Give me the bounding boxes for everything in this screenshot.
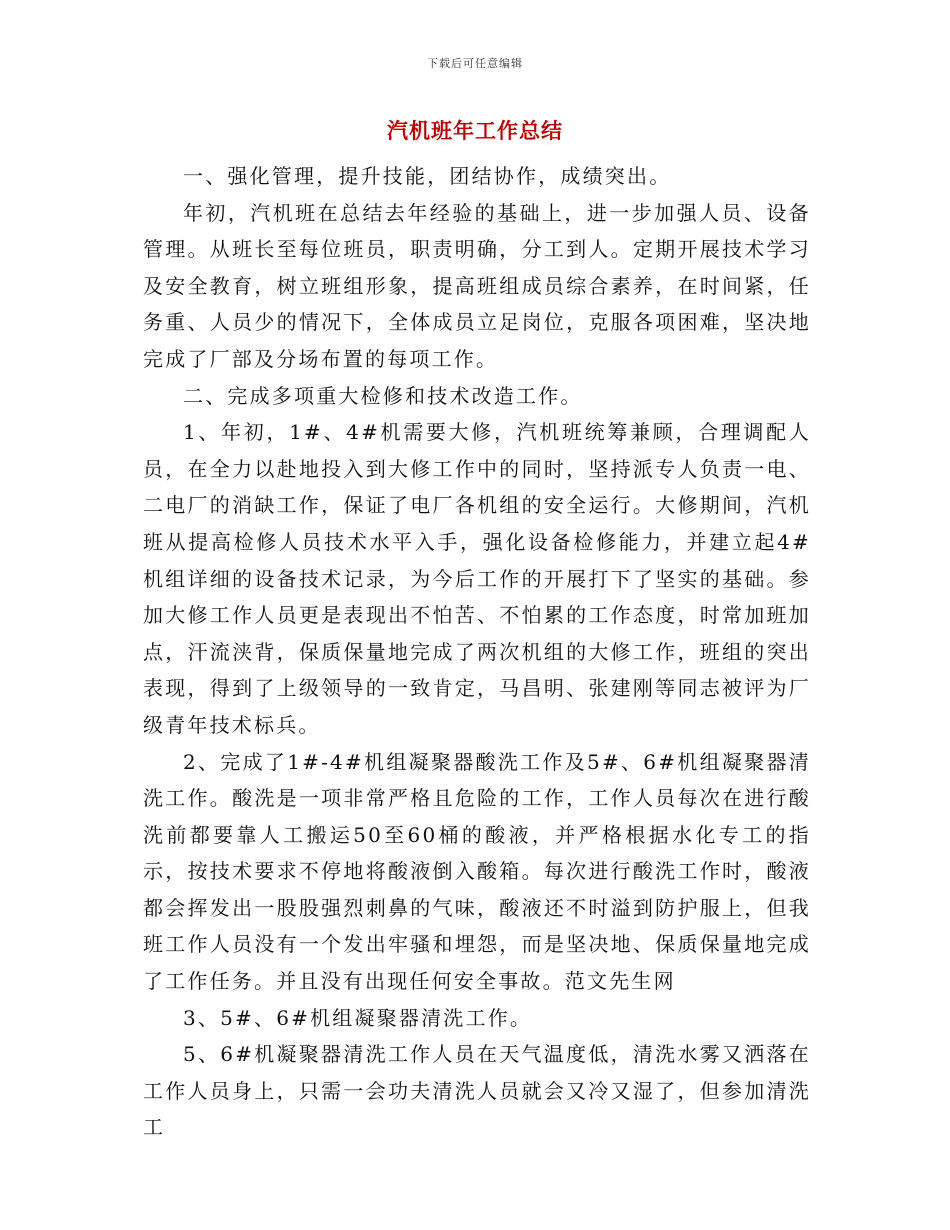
header-note: 下载后可任意编辑 — [427, 57, 523, 70]
paragraph: 年初，汽机班在总结去年经验的基础上，进一步加强人员、设备管理。从班长至每位班员，职责明确，分工到人。定期开展技术学习及安全教育，树立班组形象，提高班组成员综合素养，在时间紧，任务重、人员少的情况下，全体成员立足岗位，克服各项困难，坚决地完成了厂部及分场布置的每项工作。 — [143, 200, 811, 371]
paragraph: 3、5#、6#机组凝聚器清洗工作。 — [183, 1005, 533, 1030]
paragraph: 2、完成了1#-4#机组凝聚器酸洗工作及5#、6#机组凝聚器清洗工作。酸洗是一项非常严格且危险的工作，工作人员每次在进行酸洗前都要靠人工搬运50至60桶的酸液，并严格根据水化专工的指示，按技术要求不停地将酸液倒入酸箱。每次进行酸洗工作时，酸液都会挥发出一股股强烈刺鼻的气味，酸液还不时溢到防护服上，但我班工作人员没有一个发出牢骚和埋怨，而是坚决地、保质保量地完成了工作任务。并且没有出现任何安全事故。范文先生网 — [143, 749, 811, 994]
paragraph: 一、强化管理，提升技能，团结协作，成绩突出。 — [183, 164, 672, 188]
paragraph: 1、年初，1#、4#机需要大修，汽机班统筹兼顾，合理调配人员，在全力以赴地投入到大修工作中的同时，坚持派专人负责一电、二电厂的消缺工作，保证了电厂各机组的安全运行。大修期间，汽机班从提高检修人员技术水平入手，强化设备检修能力，并建立起4#机组详细的设备技术记录，为今后工作的开展打下了坚实的基础。参加大修工作人员更是表现出不怕苦、不怕累的工作态度，时常加班加点，汗流浃背，保质保量地完成了两次机组的大修工作，班组的突出表现，得到了上级领导的一致肯定，马昌明、张建刚等同志被评为厂级青年技术标兵。 — [143, 420, 811, 737]
paragraph: 5、6#机凝聚器清洗工作人员在天气温度低，清洗水雾又洒落在工作人员身上，只需一会功夫清洗人员就会又冷又湿了，但参加清洗工 — [143, 1042, 811, 1140]
document-body — [143, 158, 811, 1146]
paragraph: 二、完成多项重大检修和技术改造工作。 — [183, 383, 583, 408]
document-title: 汽机班年工作总结 — [387, 118, 563, 143]
